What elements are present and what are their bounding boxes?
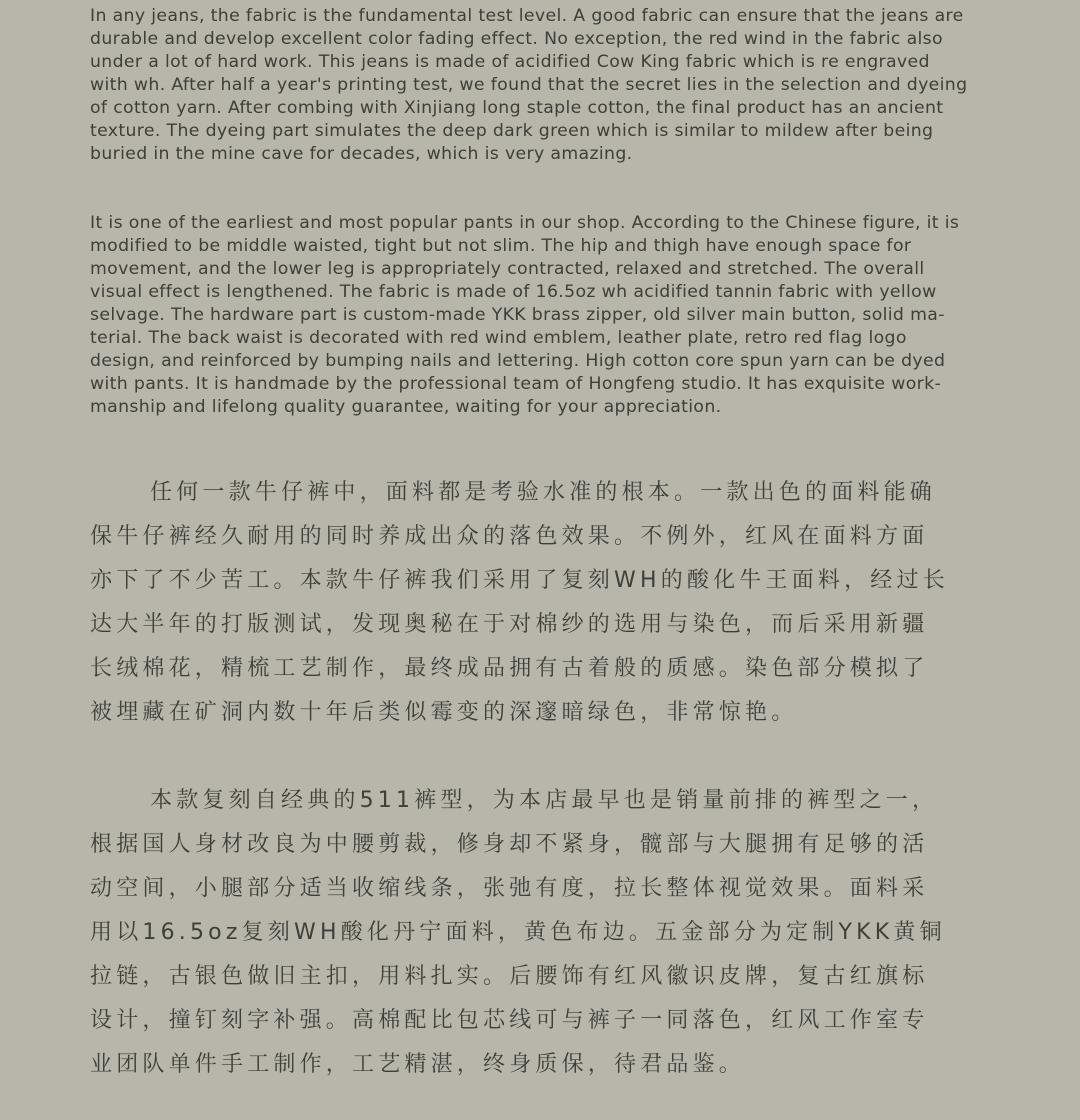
english-paragraph-fit: It is one of the earliest and most popular pants in our shop. According to the Chinese figure, it is modified to be middle waisted, tight but not slim. The hip and thigh have enough space for movement, and the lower leg is appropriately contracted, relaxed and stretched. The overall visual effect is lengthened. The fabric is made of 16.5oz wh acidified tannin fabric with yellow selvage. The hardware part is custom-made YKK brass zipper, old silver main button, solid material. The back waist is decorated with red wind emblem, leather plate, retro red flag logo design, and reinforced by bumping nails and lettering. High cotton core spun yarn can be dyed with pants. It is handmade by the professional team of Hongfeng studio. It has exquisite workmanship and lifelong quality guarantee, waiting for your appreciation. — [90, 213, 960, 417]
chinese-paragraph-fit: 本款复刻自经典的511裤型，为本店最早也是销量前排的裤型之一，根据国人身材改良为中腰剪裁，修身却不紧身，髋部与大腿拥有足够的活动空间，小腿部分适当收缩线条，张弛有度，拉长整体视觉效果。面料采用以16.5oz复刻WH酸化丹宁面料，黄色布边。五金部分为定制YKK黄铜拉链，古银色做旧主扣，用料扎实。后腰饰有红风徽识皮牌，复古红旗标设计，撞钉刻字补强。高棉配比包芯线可与裤子一同落色，红风工作室专业团队单件手工制作，工艺精湛，终身质保，待君品鉴。 — [90, 788, 946, 1077]
chinese-paragraph-fabric: 任何一款牛仔裤中，面料都是考验水准的根本。一款出色的面料能确保牛仔裤经久耐用的同时养成出众的落色效果。不例外，红风在面料方面亦下了不少苦工。本款牛仔裤我们采用了复刻WH的酸化牛王面料，经过长达大半年的打版测试，发现奥秘在于对棉纱的选用与染色，而后采用新疆长绒棉花，精梳工艺制作，最终成品拥有古着般的质感。染色部分模拟了被埋藏在矿洞内数十年后类似霉变的深邃暗绿色，非常惊艳。 — [90, 480, 949, 725]
english-paragraph-fabric: In any jeans, the fabric is the fundamental test level. A good fabric can ensure that the jeans are durable and develop excellent color fading effect. No exception, the red wind in the fabric also under a lot of hard work. This jeans is made of acidified Cow King fabric which is re engraved with wh. After half a year's printing test, we found that the secret lies in the selection and dyeing of cotton yarn. After combing with Xinjiang long staple cotton, the final product has an ancient texture. The dyeing part simulates the deep dark green which is similar to mildew after being buried in the mine cave for decades, which is very amazing. — [90, 6, 968, 164]
